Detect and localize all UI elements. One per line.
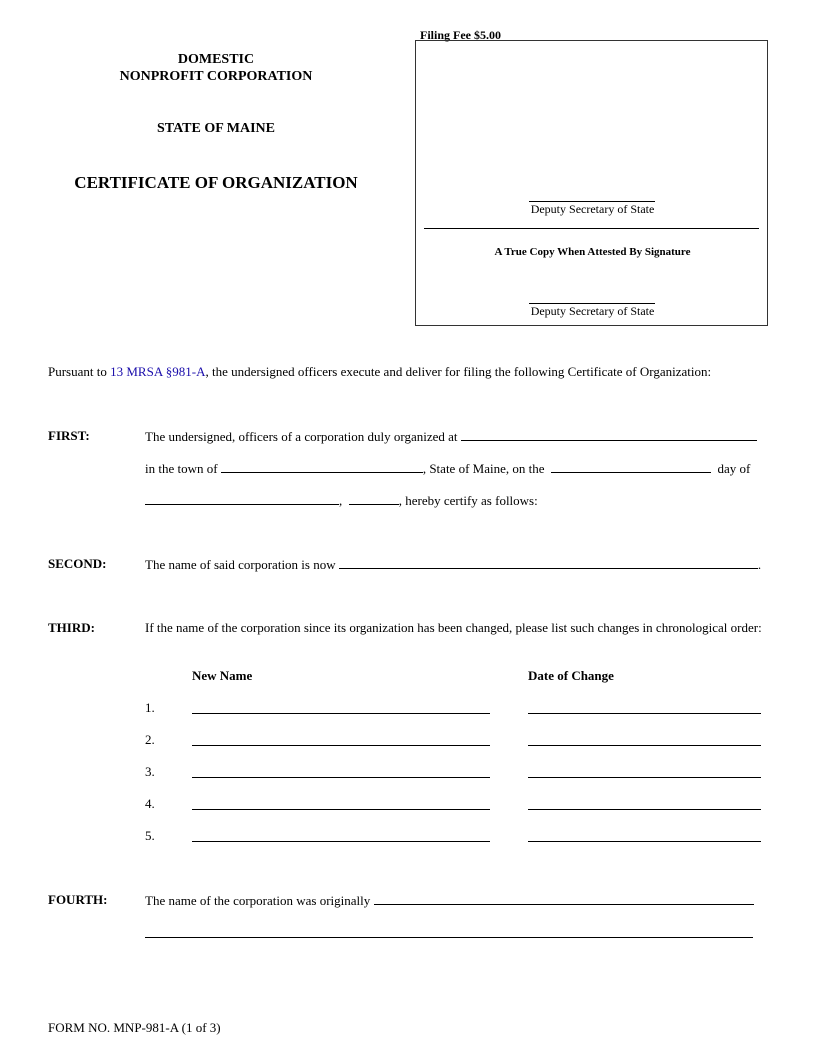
intro-prefix: Pursuant to [48,364,111,379]
row-number: 1. [145,700,155,715]
col-date-of-change: Date of Change [528,668,614,683]
filing-box-divider [424,228,759,229]
col-new-name: New Name [192,668,253,683]
day-field[interactable] [551,460,711,473]
comma-label: , [339,493,343,508]
third-label: THIRD: [48,620,95,635]
date-of-change-field[interactable] [528,713,761,714]
town-label: in the town of [145,461,218,476]
row-number: 2. [145,732,155,747]
date-of-change-field[interactable] [528,777,761,778]
second-period: . [757,557,762,572]
fourth-line [145,892,754,909]
certify-label: , hereby certify as follows: [398,493,538,508]
true-copy-note: A True Copy When Attested By Signature [494,246,691,258]
page-title: CERTIFICATE OF ORGANIZATION [74,173,358,192]
new-name-field[interactable] [192,809,490,810]
year-field[interactable] [349,492,399,505]
first-line-2 [145,460,750,477]
second-line [145,556,761,573]
row-number: 5. [145,828,155,843]
new-name-field[interactable] [192,745,490,746]
original-name-field-continued[interactable] [145,937,753,938]
statute-link[interactable]: 13 MRSA §981-A [110,364,206,379]
first-organized-at-text: The undersigned, officers of a corporation duly organized at [145,429,458,444]
header-state: STATE OF MAINE [157,121,275,136]
original-name-field[interactable] [374,892,754,905]
organized-at-field[interactable] [461,428,757,441]
deputy-secretary-label-1: Deputy Secretary of State [530,202,655,216]
town-field[interactable] [221,460,423,473]
fourth-text: The name of the corporation was originally [145,893,371,908]
first-line-1 [145,428,757,445]
date-of-change-field[interactable] [528,745,761,746]
form-number: FORM NO. MNP-981-A (1 of 3) [48,1020,221,1035]
first-label: FIRST: [48,428,90,443]
first-line-3 [145,492,538,509]
date-of-change-field[interactable] [528,841,761,842]
row-number: 3. [145,764,155,779]
header-line-domestic: DOMESTIC [177,52,255,67]
header-line-nonprofit: NONPROFIT CORPORATION [119,69,313,84]
new-name-field[interactable] [192,841,490,842]
deputy-secretary-label-2: Deputy Secretary of State [530,304,655,318]
date-of-change-field[interactable] [528,809,761,810]
new-name-field[interactable] [192,713,490,714]
intro-paragraph [48,364,711,380]
second-label: SECOND: [48,556,107,571]
month-field[interactable] [145,492,339,505]
filing-box [415,40,768,326]
state-on-label: , State of Maine, on the [422,461,545,476]
fourth-label: FOURTH: [48,892,108,907]
filing-fee-label: Filing Fee $5.00 [420,28,501,42]
second-text: The name of said corporation is now [145,557,336,572]
row-number: 4. [145,796,155,811]
third-text: If the name of the corporation since its organization has been changed, please list such changes in chronological order: [145,620,762,635]
new-name-field[interactable] [192,777,490,778]
intro-suffix: , the undersigned officers execute and deliver for filing the following Certificate of Organization: [205,364,712,379]
current-name-field[interactable] [339,556,758,569]
day-of-label: day of [717,461,751,476]
